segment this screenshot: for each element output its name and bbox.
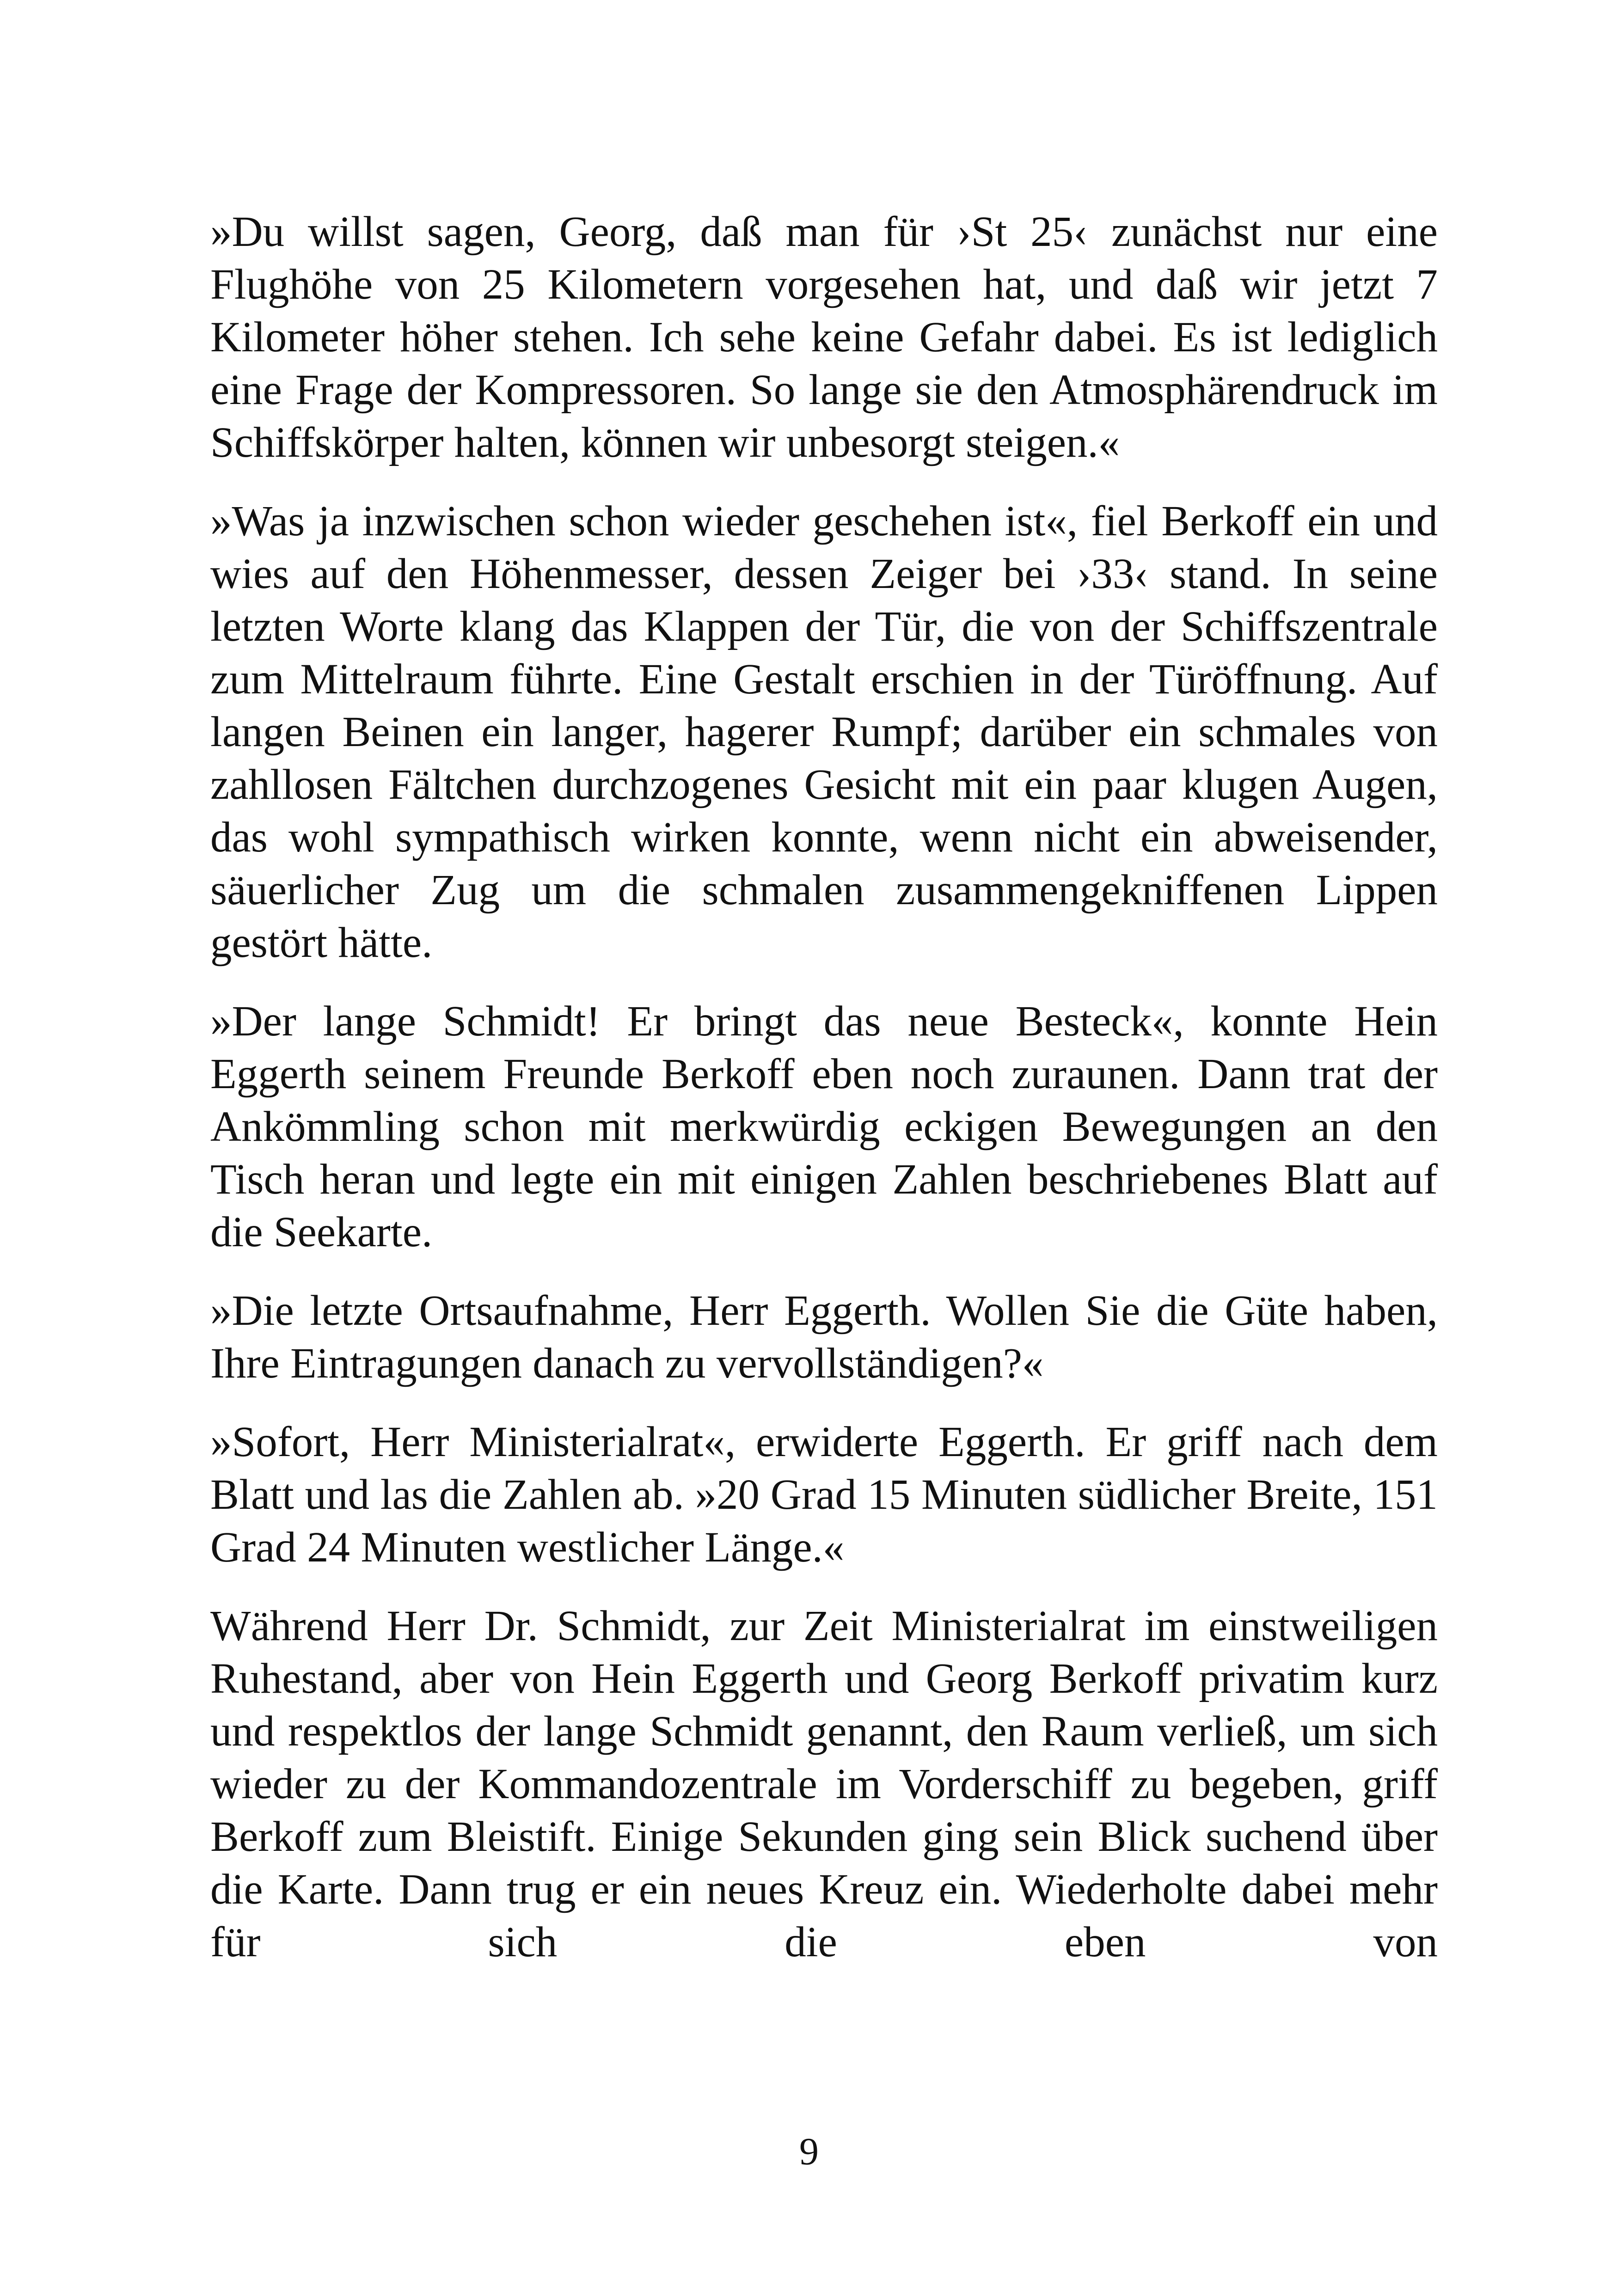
- paragraph: »Du willst sagen, Georg, daß man für ›St 25‹ zunächst nur eine Flughöhe von 25 Kilometern vorgesehen hat, und daß wir jetzt 7 Kilometer höher stehen. Ich sehe keine Gefahr dabei. Es ist lediglich eine Frage der Kompressoren. So lange sie den Atmosphärendruck im Schiffskörper halten, können wir unbesorgt steigen.«: [210, 208, 1438, 466]
- body-text: [210, 206, 1438, 1969]
- paragraph: Während Herr Dr. Schmidt, zur Zeit Ministerialrat im einstweiligen Ruhestand, aber von Hein Eggerth und Georg Berkoff privatim kurz und respektlos der lange Schmidt genannt, den Raum verließ, um sich wieder zu der Kommandozentrale im Vorderschiff zu begeben, griff Berkoff zum Bleistift. Einige Sekunden ging sein Blick suchend über die Karte. Dann trug er ein neues Kreuz ein. Wiederholte dabei mehr für sich die eben von: [210, 1602, 1438, 1966]
- page-number: 9: [799, 2130, 819, 2173]
- paragraph: »Der lange Schmidt! Er bringt das neue Besteck«, konnte Hein Eggerth seinem Freunde Berkoff eben noch zuraunen. Dann trat der Ankömmling schon mit merkwürdig eckigen Bewegungen an den Tisch heran und legte ein mit einigen Zahlen beschriebenes Blatt auf die Seekarte.: [210, 998, 1438, 1256]
- paragraph: »Sofort, Herr Ministerialrat«, erwiderte Eggerth. Er griff nach dem Blatt und las die Zahlen ab. »20 Grad 15 Minuten südlicher Breite, 151 Grad 24 Minuten westlicher Länge.«: [210, 1418, 1438, 1571]
- paragraph: »Was ja inzwischen schon wieder geschehen ist«, fiel Berkoff ein und wies auf den Höhenmesser, dessen Zeiger bei ›33‹ stand. In seine letzten Worte klang das Klappen der Tür, die von der Schiffszentrale zum Mittelraum führte. Eine Gestalt erschien in der Türöffnung. Auf langen Beinen ein langer, hagerer Rumpf; darüber ein schmales von zahllosen Fältchen durchzogenes Gesicht mit ein paar klugen Augen, das wohl sympathisch wirken konnte, wenn nicht ein abweisender, säuerlicher Zug um die schmalen zusammengekniffenen Lippen gestört hätte.: [210, 497, 1438, 967]
- paragraph: »Die letzte Ortsaufnahme, Herr Eggerth. Wollen Sie die Güte haben, Ihre Eintragungen danach zu vervollständigen?«: [210, 1287, 1438, 1387]
